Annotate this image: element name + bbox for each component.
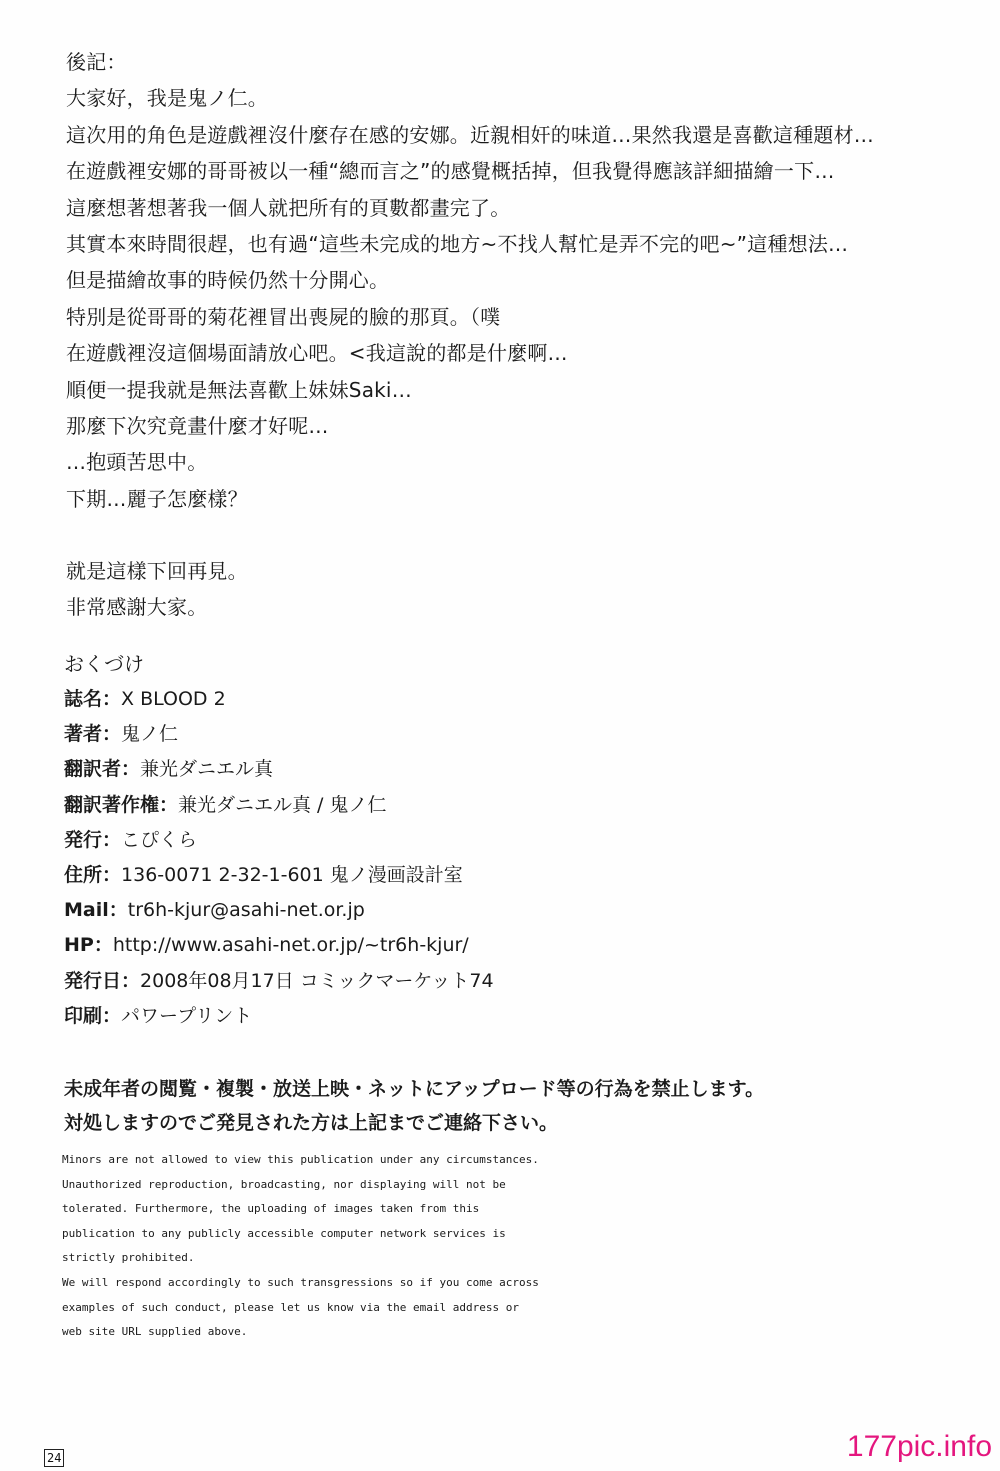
warning-en-line: web site URL supplied above. — [62, 1325, 248, 1339]
warning-english — [62, 1152, 662, 1349]
warning-en-line: strictly prohibited. — [62, 1251, 195, 1265]
colophon-row-address — [64, 863, 944, 898]
afterword-line: 在遊戲裡安娜的哥哥被以一種“總而言之”的感覺概括掉，但我覺得應該詳細描繪一下… — [66, 159, 835, 184]
colophon-label: 著者： — [64, 723, 122, 746]
colophon-value: 2008年08月17日 コミックマーケット74 — [140, 969, 494, 992]
colophon-email: tr6h-kjur@asahi-net.or.jp — [127, 899, 365, 922]
warning-jp-line: 未成年者の閲覧・複製・放送上映・ネットにアップロード等の行為を禁止します。 — [64, 1078, 765, 1100]
colophon-value: 兼光ダニエル真 — [140, 758, 274, 781]
warning-japanese — [64, 1077, 944, 1145]
colophon-row-title — [64, 687, 944, 722]
colophon-row-printer — [64, 1004, 944, 1039]
colophon-value: 兼光ダニエル真 / 鬼ノ仁 — [178, 793, 387, 816]
warning-en-line: Unauthorized reproduction, broadcasting, nor displaying will not be — [62, 1177, 506, 1191]
afterword-line: 特別是從哥哥的菊花裡冒出喪屍的臉的那頁。（噗 — [66, 304, 501, 329]
colophon-value: パワープリント — [121, 1004, 253, 1027]
warning-en-line: examples of such conduct, please let us know via the email address or — [62, 1300, 519, 1314]
afterword-line: 大家好，我是鬼ノ仁。 — [66, 86, 268, 111]
colophon-row-translation-copyright — [64, 793, 944, 828]
afterword-closing-line: 就是這樣下回再見。 — [66, 559, 248, 584]
afterword-line: 這次用的角色是遊戲裡沒什麼存在感的安娜。近親相奸的味道…果然我還是喜歡這種題材… — [66, 122, 874, 147]
colophon-label: 印刷： — [64, 1004, 122, 1027]
page-number: 24 — [44, 1449, 64, 1467]
colophon-row-homepage — [64, 933, 944, 968]
colophon-url: http://www.asahi-net.or.jp/~tr6h-kjur/ — [112, 934, 469, 957]
colophon-row-author — [64, 722, 944, 757]
colophon-value: こぴくら — [121, 828, 198, 851]
colophon-row-publisher — [64, 828, 944, 863]
colophon-row-translator — [64, 757, 944, 792]
afterword-line: …抱頭苦思中。 — [66, 450, 208, 475]
colophon-label: 発行日： — [64, 969, 141, 992]
colophon-value: 鬼ノ仁 — [121, 723, 179, 746]
warning-en-line: We will respond accordingly to such transgressions so if you come across — [62, 1275, 539, 1289]
afterword-line: 其實本來時間很趕，也有過“這些未完成的地方~不找人幫忙是弄不完的吧~”這種想法… — [66, 231, 849, 256]
colophon-row-publish-date — [64, 969, 944, 1004]
colophon-value: 136-0071 2-32-1-601 鬼ノ漫画設計室 — [121, 863, 463, 886]
colophon-label: 翻訳者： — [64, 758, 141, 781]
warning-en-line: Minors are not allowed to view this publication under any circumstances. — [62, 1153, 539, 1166]
site-watermark: 177pic.info — [846, 1430, 992, 1463]
afterword-heading: 後記： — [66, 50, 127, 74]
afterword-closing-line: 非常感謝大家。 — [66, 595, 208, 620]
colophon-label: 誌名： — [64, 688, 122, 710]
afterword-line: 但是描繪故事的時候仍然十分開心。 — [66, 268, 390, 293]
colophon-row-mail — [64, 898, 944, 933]
afterword-line: 下期…麗子怎麼樣？ — [66, 486, 248, 511]
warning-jp-line: 対処しますのでご発見された方は上記までご連絡下さい。 — [64, 1112, 559, 1134]
afterword-line: 在遊戲裡沒這個場面請放心吧。<我這說的都是什麼啊… — [66, 341, 568, 366]
warning-en-line: tolerated. Furthermore, the uploading of images taken from this — [62, 1202, 480, 1216]
afterword-section — [66, 50, 946, 632]
colophon-title: おくづけ — [64, 652, 144, 676]
colophon-label: 住所： — [64, 863, 122, 886]
afterword-line: 這麼想著想著我一個人就把所有的頁數都畫完了。 — [66, 195, 511, 220]
afterword-line: 那麼下次究竟畫什麼才好呢… — [66, 413, 329, 438]
warning-en-line: publication to any publicly accessible computer network services is — [62, 1226, 506, 1240]
colophon-label: Mail： — [64, 899, 128, 922]
colophon-value: X BLOOD 2 — [121, 688, 226, 710]
colophon-label: 翻訳著作権： — [64, 793, 179, 816]
colophon-label: 発行： — [64, 828, 122, 851]
afterword-line: 順便一提我就是無法喜歡上妹妹Saki… — [66, 377, 412, 402]
paragraph-gap — [66, 523, 946, 559]
colophon-section — [64, 652, 944, 1039]
colophon-label: HP： — [64, 934, 113, 957]
